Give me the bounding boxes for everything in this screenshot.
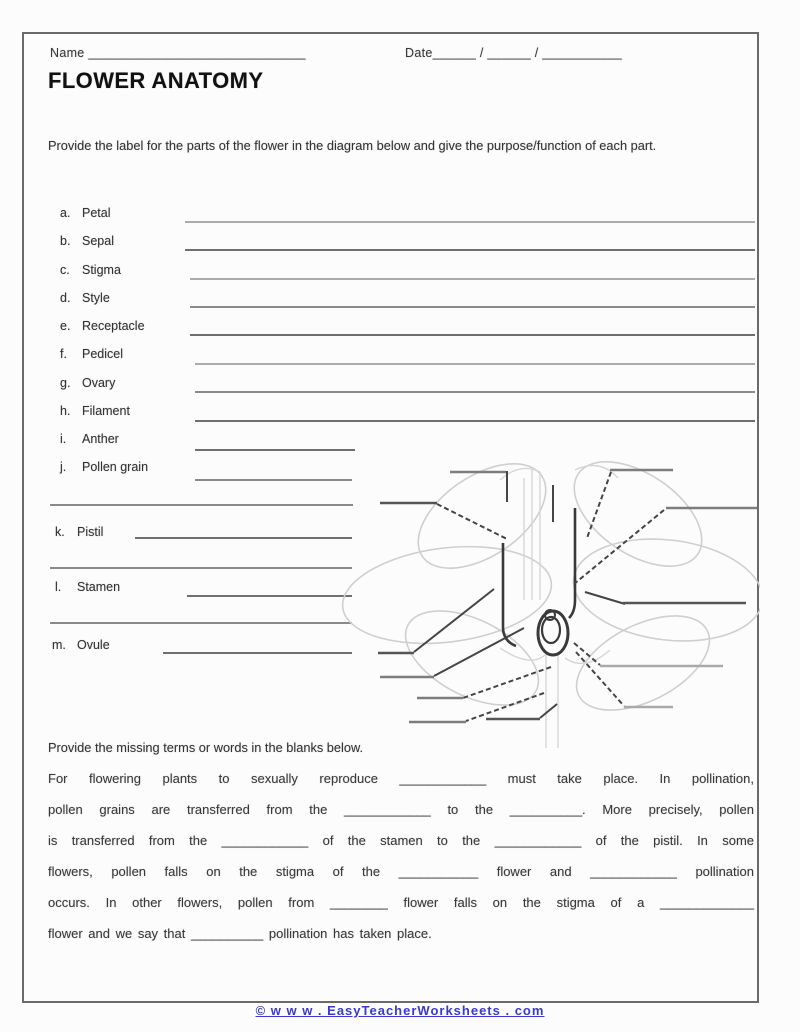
pistil-right-outline bbox=[569, 508, 575, 618]
answer-line bbox=[185, 249, 755, 251]
answer-line bbox=[185, 221, 755, 223]
leader-line bbox=[466, 693, 544, 721]
part-row bbox=[60, 345, 123, 363]
part-letter: j. bbox=[60, 460, 67, 474]
anther-sketch bbox=[500, 466, 618, 481]
answer-line bbox=[190, 306, 755, 308]
fill-in-line: pollen grains are transferred from the ____________ to the __________. More precisely, pollen bbox=[48, 802, 754, 817]
petal-top-right bbox=[556, 441, 720, 588]
leader-line bbox=[540, 704, 557, 718]
stamen-filaments-sketch bbox=[524, 468, 540, 600]
part-row bbox=[60, 261, 121, 279]
part-letter: b. bbox=[60, 234, 71, 248]
fill-in-line: occurs. In other flowers, pollen from ________ flower falls on the stigma of a _____________ bbox=[48, 895, 754, 910]
part-row bbox=[60, 289, 110, 307]
leader-line bbox=[437, 504, 507, 539]
part-term: Pedicel bbox=[82, 347, 123, 361]
part-term: Stigma bbox=[82, 263, 121, 277]
part-row bbox=[60, 317, 145, 335]
answer-line bbox=[195, 391, 755, 393]
pistil-left-outline bbox=[503, 543, 516, 646]
footer-credit-link[interactable]: © w w w . EasyTeacherWorksheets . com bbox=[255, 1003, 545, 1018]
leader-line bbox=[576, 652, 624, 706]
part-letter: h. bbox=[60, 404, 71, 418]
part-row bbox=[60, 430, 119, 448]
part-letter: g. bbox=[60, 376, 71, 390]
part-letter: d. bbox=[60, 291, 71, 305]
part-letter: a. bbox=[60, 206, 71, 220]
part-row bbox=[60, 204, 111, 222]
part-letter: c. bbox=[60, 263, 70, 277]
part-letter: m. bbox=[52, 638, 66, 652]
petal-right bbox=[568, 529, 760, 651]
fill-in-line: flowers, pollen falls on the stigma of the ___________ flower and ____________ pollination bbox=[48, 864, 754, 879]
part-row bbox=[60, 458, 148, 476]
answer-line bbox=[195, 420, 755, 422]
petal-bottom-left bbox=[391, 591, 554, 724]
part-term: Stamen bbox=[77, 580, 121, 594]
part-row bbox=[55, 578, 120, 596]
leader-line bbox=[585, 592, 625, 604]
part-term: Style bbox=[82, 291, 110, 305]
fill-in-line: is transferred from the ____________ of the stamen to the ____________ of the pistil. In some bbox=[48, 833, 754, 848]
part-letter: i. bbox=[60, 432, 67, 446]
fill-in-line: For flowering plants to sexually reproduce ____________ must take place. In pollination, bbox=[48, 771, 754, 786]
part-term: Pollen grain bbox=[82, 460, 149, 474]
part-term: Ovule bbox=[77, 638, 110, 652]
part-letter: e. bbox=[60, 319, 71, 333]
part-letter: l. bbox=[55, 580, 62, 594]
part-row bbox=[60, 402, 130, 420]
part-term: Ovary bbox=[82, 376, 116, 390]
part-row bbox=[60, 374, 115, 392]
part-term: Receptacle bbox=[82, 319, 145, 333]
part-term: Pistil bbox=[77, 525, 104, 539]
part-letter: k. bbox=[55, 525, 65, 539]
part-term: Filament bbox=[82, 404, 130, 418]
part-row bbox=[60, 232, 114, 250]
part-term: Anther bbox=[82, 432, 119, 446]
part-term: Petal bbox=[82, 206, 111, 220]
leader-line bbox=[434, 628, 524, 676]
answer-line bbox=[190, 278, 755, 280]
part-letter: f. bbox=[60, 347, 67, 361]
part-row bbox=[55, 523, 103, 541]
answer-line bbox=[195, 363, 755, 365]
flower-diagram bbox=[300, 440, 760, 750]
page-title: FLOWER ANATOMY bbox=[48, 68, 264, 93]
stem-sketch bbox=[546, 652, 558, 748]
instructions-text: Provide the label for the parts of the flower in the diagram below and give the purpose/function of each part. bbox=[48, 138, 657, 153]
name-line: Name ______________________________ bbox=[50, 46, 306, 60]
fill-in-intro: Provide the missing terms or words in the blanks below. bbox=[48, 740, 364, 755]
flower-outline bbox=[337, 441, 760, 748]
answer-line bbox=[190, 334, 755, 336]
fill-in-line: flower and we say that __________ pollination has taken place. bbox=[48, 926, 432, 941]
leader-line bbox=[587, 472, 611, 538]
part-row bbox=[52, 636, 110, 654]
label-leader-lines bbox=[378, 470, 757, 722]
date-line: Date______ / ______ / ___________ bbox=[405, 46, 623, 60]
part-term: Sepal bbox=[82, 234, 114, 248]
